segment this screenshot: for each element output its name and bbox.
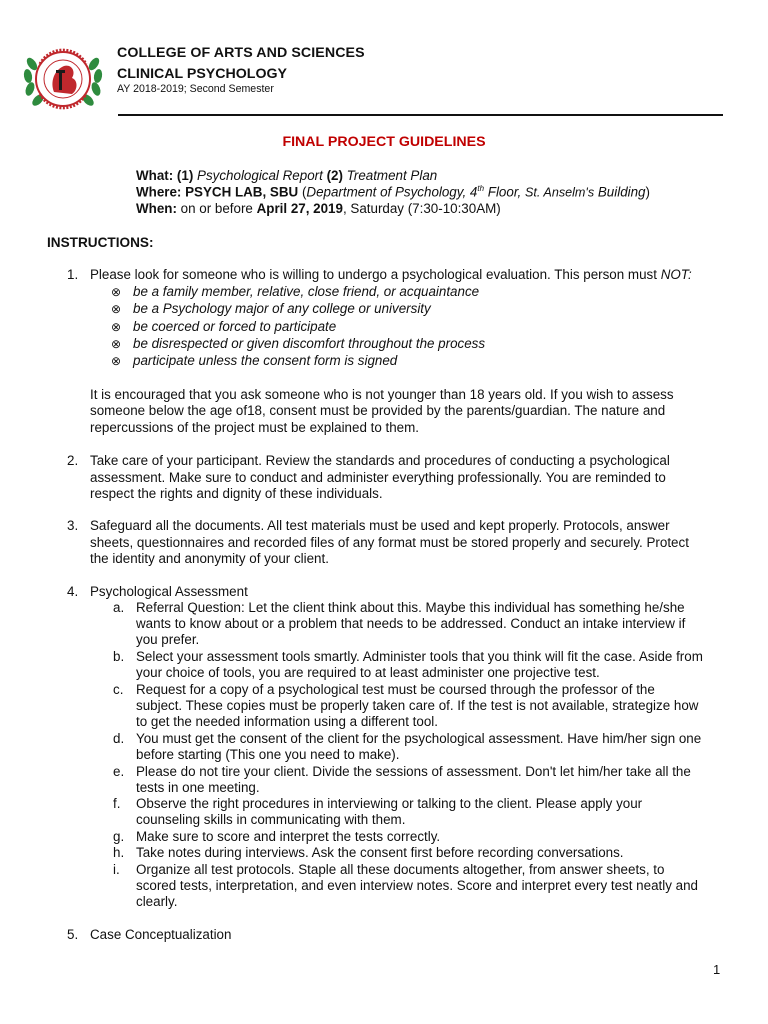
- sub-line: wants to know about or a problem that needs to be addressed. Conduct an intake interview if: [136, 616, 686, 631]
- sub-line: Observe the right procedures in interviewing or talking to the client. Please apply your: [136, 796, 643, 811]
- sub-line: your choice of tools, you are required to at least administer one projective test.: [136, 665, 600, 680]
- paragraph-line: sheets, questionnaires and recorded files of any format must be stored properly and securely. Protect: [90, 535, 689, 550]
- section-title: Psychological Assessment: [90, 584, 248, 599]
- instructions-heading: INSTRUCTIONS:: [47, 235, 154, 250]
- item-number: 2.: [67, 453, 79, 468]
- where-line: Where: PSYCH LAB, SBU (Department of Psychology, 4th Floor, St. Anselm's Building): [136, 184, 650, 200]
- circled-x-icon: ⊗: [111, 302, 122, 316]
- sub-line: Please do not tire your client. Divide the sessions of assessment. Don't let him/her take all the: [136, 764, 691, 779]
- sub-line: subject. These copies must be properly taken care of. If the test is not available, strategize how: [136, 698, 699, 713]
- bullet-item: ⊗ be a Psychology major of any college or university: [111, 301, 431, 316]
- sub-letter: g.: [113, 829, 125, 844]
- sub-letter: f.: [113, 796, 121, 811]
- program-name: CLINICAL PSYCHOLOGY: [117, 66, 288, 82]
- sub-letter: a.: [113, 600, 125, 615]
- page-number: 1: [713, 962, 721, 977]
- item-number: 5.: [67, 927, 79, 942]
- sub-letter: b.: [113, 649, 125, 664]
- bullet-item: ⊗ participate unless the consent form is signed: [111, 353, 398, 368]
- circled-x-icon: ⊗: [111, 337, 122, 351]
- sub-line: Organize all test protocols. Staple all these documents altogether, from answer sheets, to: [136, 862, 665, 877]
- item-number: 1.: [67, 267, 79, 282]
- bullet-item: ⊗ be disrespected or given discomfort throughout the process: [111, 336, 486, 351]
- sub-line: before starting (This one you need to make).: [136, 747, 400, 762]
- sub-letter: i.: [113, 862, 120, 877]
- circled-x-icon: ⊗: [111, 354, 122, 368]
- section-title: Case Conceptualization: [90, 927, 232, 942]
- sub-line: Request for a copy of a psychological test must be coursed through the professor of the: [136, 682, 655, 697]
- circled-x-icon: ⊗: [111, 285, 122, 299]
- sub-line: Referral Question: Let the client think about this. Maybe this individual has something he/she: [136, 600, 685, 615]
- sub-line: Make sure to score and interpret the tests correctly.: [136, 829, 441, 844]
- item-number: 4.: [67, 584, 79, 599]
- paragraph-line: It is encouraged that you ask someone who is not younger than 18 years old. If you wish to assess: [90, 387, 674, 402]
- college-name: COLLEGE OF ARTS AND SCIENCES: [117, 45, 365, 61]
- item1-text: Please look for someone who is willing to undergo a psychological evaluation. This person must NOT:: [90, 267, 692, 282]
- sub-line: clearly.: [136, 894, 178, 909]
- sub-letter: e.: [113, 764, 125, 779]
- sub-letter: d.: [113, 731, 125, 746]
- academic-year: AY 2018-2019; Second Semester: [117, 83, 274, 95]
- bullet-item: ⊗ be a family member, relative, close friend, or acquaintance: [111, 284, 480, 299]
- when-line: When: on or before April 27, 2019, Saturday (7:30-10:30AM): [136, 201, 501, 216]
- sub-line: to get the needed information using a different tool.: [136, 714, 438, 729]
- paragraph-line: the identity and anonymity of your client.: [90, 551, 329, 566]
- paragraph-line: someone below the age of18, consent must be provided by the parents/guardian. The nature and: [90, 403, 666, 418]
- sub-letter: h.: [113, 845, 125, 860]
- sub-line: Select your assessment tools smartly. Administer tools that you think will fit the case. Aside from: [136, 649, 703, 664]
- paragraph-line: Safeguard all the documents. All test materials must be used and kept properly. Protocols, answer: [90, 518, 670, 533]
- item-number: 3.: [67, 518, 79, 533]
- paragraph-line: assessment. Make sure to conduct and administer everything professionally. You are reminded to: [90, 470, 666, 485]
- sub-line: tests in one meeting.: [136, 780, 260, 795]
- header-divider: [118, 114, 723, 116]
- sub-line: Take notes during interviews. Ask the consent first before recording conversations.: [136, 845, 624, 860]
- document-title: FINAL PROJECT GUIDELINES: [282, 134, 486, 150]
- circled-x-icon: ⊗: [111, 320, 122, 334]
- paragraph-line: respect the rights and dignity of these individuals.: [90, 486, 383, 501]
- sub-line: scored tests, interpretation, and even interview notes. Score and interpret every test neatly and: [136, 878, 698, 893]
- paragraph-line: repercussions of the project must be explained to them.: [90, 420, 419, 435]
- sub-line: You must get the consent of the client for the psychological assessment. Have him/her sign one: [136, 731, 702, 746]
- sub-letter: c.: [113, 682, 124, 697]
- sub-line: counseling skills in communicating with them.: [136, 812, 406, 827]
- college-seal-logo: [20, 42, 106, 116]
- paragraph-line: Take care of your participant. Review the standards and procedures of conducting a psychological: [90, 453, 670, 468]
- bullet-item: ⊗ be coerced or forced to participate: [111, 319, 337, 334]
- sub-line: you prefer.: [136, 632, 200, 647]
- what-line: What: (1) Psychological Report (2) Treatment Plan: [136, 168, 438, 183]
